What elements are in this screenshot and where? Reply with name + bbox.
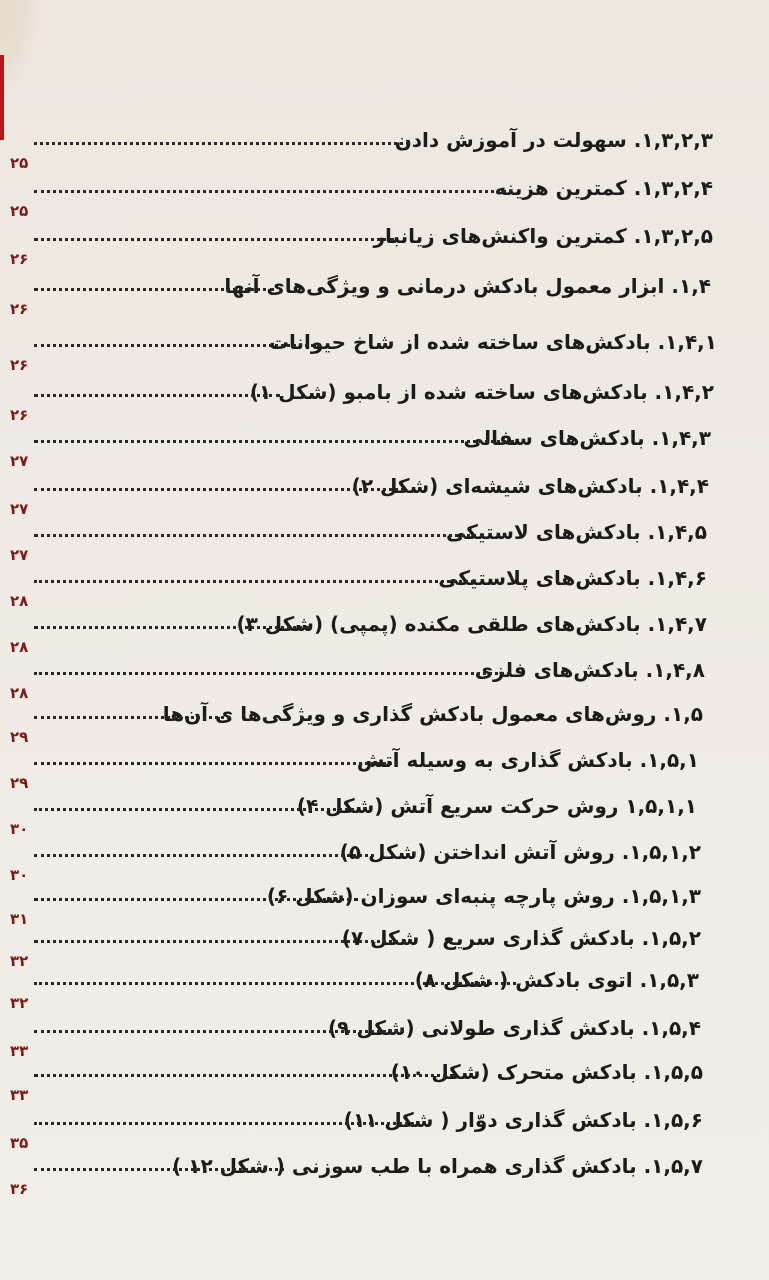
toc-entry-page: ۳۲ [10,952,29,970]
toc-entry-title: ۱,۵,۱,۱ روش حرکت سریع آتش (شکل ۴) [296,794,697,818]
toc-entry-page: ۳۳ [10,1086,29,1104]
toc-entry-page: ۳۰ [10,866,29,884]
toc-entry [0,470,769,516]
toc-entry-page: ۲۸ [10,638,29,656]
toc-entry-title: ۱,۵,۶. بادکش گذاری دوّار ( شکل ۱۱) [343,1108,703,1132]
toc-entry-leader [34,982,516,985]
toc-entry [0,880,769,926]
toc-entry [0,562,769,608]
toc-entry-leader [34,238,394,241]
toc-entry [0,608,769,654]
toc-entry-page: ۳۳ [10,1042,29,1060]
toc-entry-page: ۳۵ [10,1134,29,1152]
toc-entry-leader [34,488,404,491]
toc-entry [0,790,769,836]
toc-entry-title: ۱,۴,۶. بادکش‌های پلاستیکی [438,566,707,590]
toc-entry-title: ۱,۵,۳. اتوی بادکش ( شکل ۸) [414,968,699,992]
toc-entry-title: ۱,۴,۲. بادکش‌های ساخته شده از بامبو (شکل ۱) [249,380,714,404]
toc-entry-page: ۲۶ [10,300,29,318]
toc-entry [0,922,769,968]
toc-entry-leader [34,142,409,145]
toc-entry-page: ۳۰ [10,820,29,838]
toc-entry-title: ۱,۴,۳. بادکش‌های سفالی [463,426,711,450]
toc-entry-leader [34,898,358,901]
toc-entry [0,422,769,468]
toc-entry [0,516,769,562]
toc-entry-title: ۱,۳,۲,۵. کمترین واکنش‌های زیانبار [373,224,713,248]
toc-entry-title: ۱,۳,۲,۳. سهولت در آموزش دادن [394,128,713,152]
toc-entry-leader [34,1168,284,1171]
toc-entry [0,270,769,316]
toc-entry [0,172,769,218]
toc-entry-leader [34,288,274,291]
toc-entry-page: ۲۸ [10,684,29,702]
toc-entry-leader [34,626,310,629]
toc-entry [0,1012,769,1058]
toc-entry-leader [34,580,474,583]
toc-entry-title: ۱,۴,۵. بادکش‌های لاستیکی [446,520,707,544]
toc-entry-page: ۳۶ [10,1180,29,1198]
toc-entry [0,326,769,372]
toc-entry-title: ۱,۵,۱. بادکش گذاری به وسیله آتش [356,748,699,772]
toc-entry-page: ۲۶ [10,250,29,268]
toc-entry-title: ۱,۴,۱. بادکش‌های ساخته شده از شاخ حیوانات [268,330,717,354]
toc-entry-page: ۲۸ [10,592,29,610]
toc-entry-page: ۲۷ [10,500,29,518]
toc-entry-page: ۲۵ [10,202,29,220]
toc-entry-leader [34,394,280,397]
toc-entry-leader [34,440,514,443]
toc-entry [0,836,769,882]
toc-entry-title: ۱,۴. ابزار معمول بادکش درمانی و ویژگی‌های آنها [224,274,711,298]
toc-entry-title: ۱,۵,۲. بادکش گذاری سریع ( شکل ۷) [341,926,701,950]
toc-entry [0,654,769,700]
toc-entry [0,1150,769,1196]
toc-entry [0,220,769,266]
toc-entry-page: ۲۷ [10,546,29,564]
toc-entry-leader [34,1030,404,1033]
toc-entry [0,124,769,170]
toc-entry-page: ۲۵ [10,154,29,172]
toc-entry-leader [34,672,510,675]
toc-entry-page: ۲۶ [10,356,29,374]
toc-entry-leader [34,808,354,811]
toc-entry-leader [34,762,398,765]
toc-entry-title: ۱,۵,۱,۲. روش آتش انداختن (شکل ۵) [339,840,701,864]
toc-entry-leader [34,190,512,193]
toc-entry-page: ۳۲ [10,994,29,1012]
toc-entry-leader [34,1122,414,1125]
toc-entry-leader [34,344,320,347]
toc-entry-title: ۱,۴,۴. بادکش‌های شیشه‌ای (شکل ۲) [351,474,709,498]
toc-entry-title: ۱,۵,۱,۳. روش پارچه پنبه‌ای سوزان (شکل ۶) [266,884,701,908]
toc-entry [0,1104,769,1150]
toc-entry-title: ۱,۴,۸. بادکش‌های فلزی [474,658,705,682]
toc-entry-title: ۱,۳,۲,۴. کمترین هزینه [494,176,713,200]
toc-entry [0,964,769,1010]
toc-entry [0,744,769,790]
toc-entry-page: ۲۷ [10,452,29,470]
toc-entry [0,1056,769,1102]
toc-entry-title: ۱,۵. روش‌های معمول بادکش گذاری و ویژگی‌ها ی آن‌ها [162,702,703,726]
toc-entry-title: ۱,۴,۷. بادکش‌های طلقی مکنده (پمپی) (شکل ۳) [236,612,707,636]
toc-entry-title: ۱,۵,۴. بادکش گذاری طولانی (شکل ۹) [328,1016,701,1040]
toc-entry-page: ۲۶ [10,406,29,424]
toc-entry-title: ۱,۵,۷. بادکش گذاری همراه با طب سوزنی ( شکل ۱۲ ) [172,1154,703,1178]
toc-entry-leader [34,854,374,857]
toc-entry-page: ۳۱ [10,910,29,928]
toc-entry-title: ۱,۵,۵. بادکش متحرک (شکل ۱۰) [390,1060,703,1084]
toc-entry-page: ۲۹ [10,774,29,792]
toc-entry-leader [34,716,230,719]
toc-entry-page: ۲۹ [10,728,29,746]
toc-entry-leader [34,534,484,537]
toc-entry [0,376,769,422]
toc-entry [0,698,769,744]
toc-entry-leader [34,940,406,943]
toc-entry-leader [34,1074,454,1077]
